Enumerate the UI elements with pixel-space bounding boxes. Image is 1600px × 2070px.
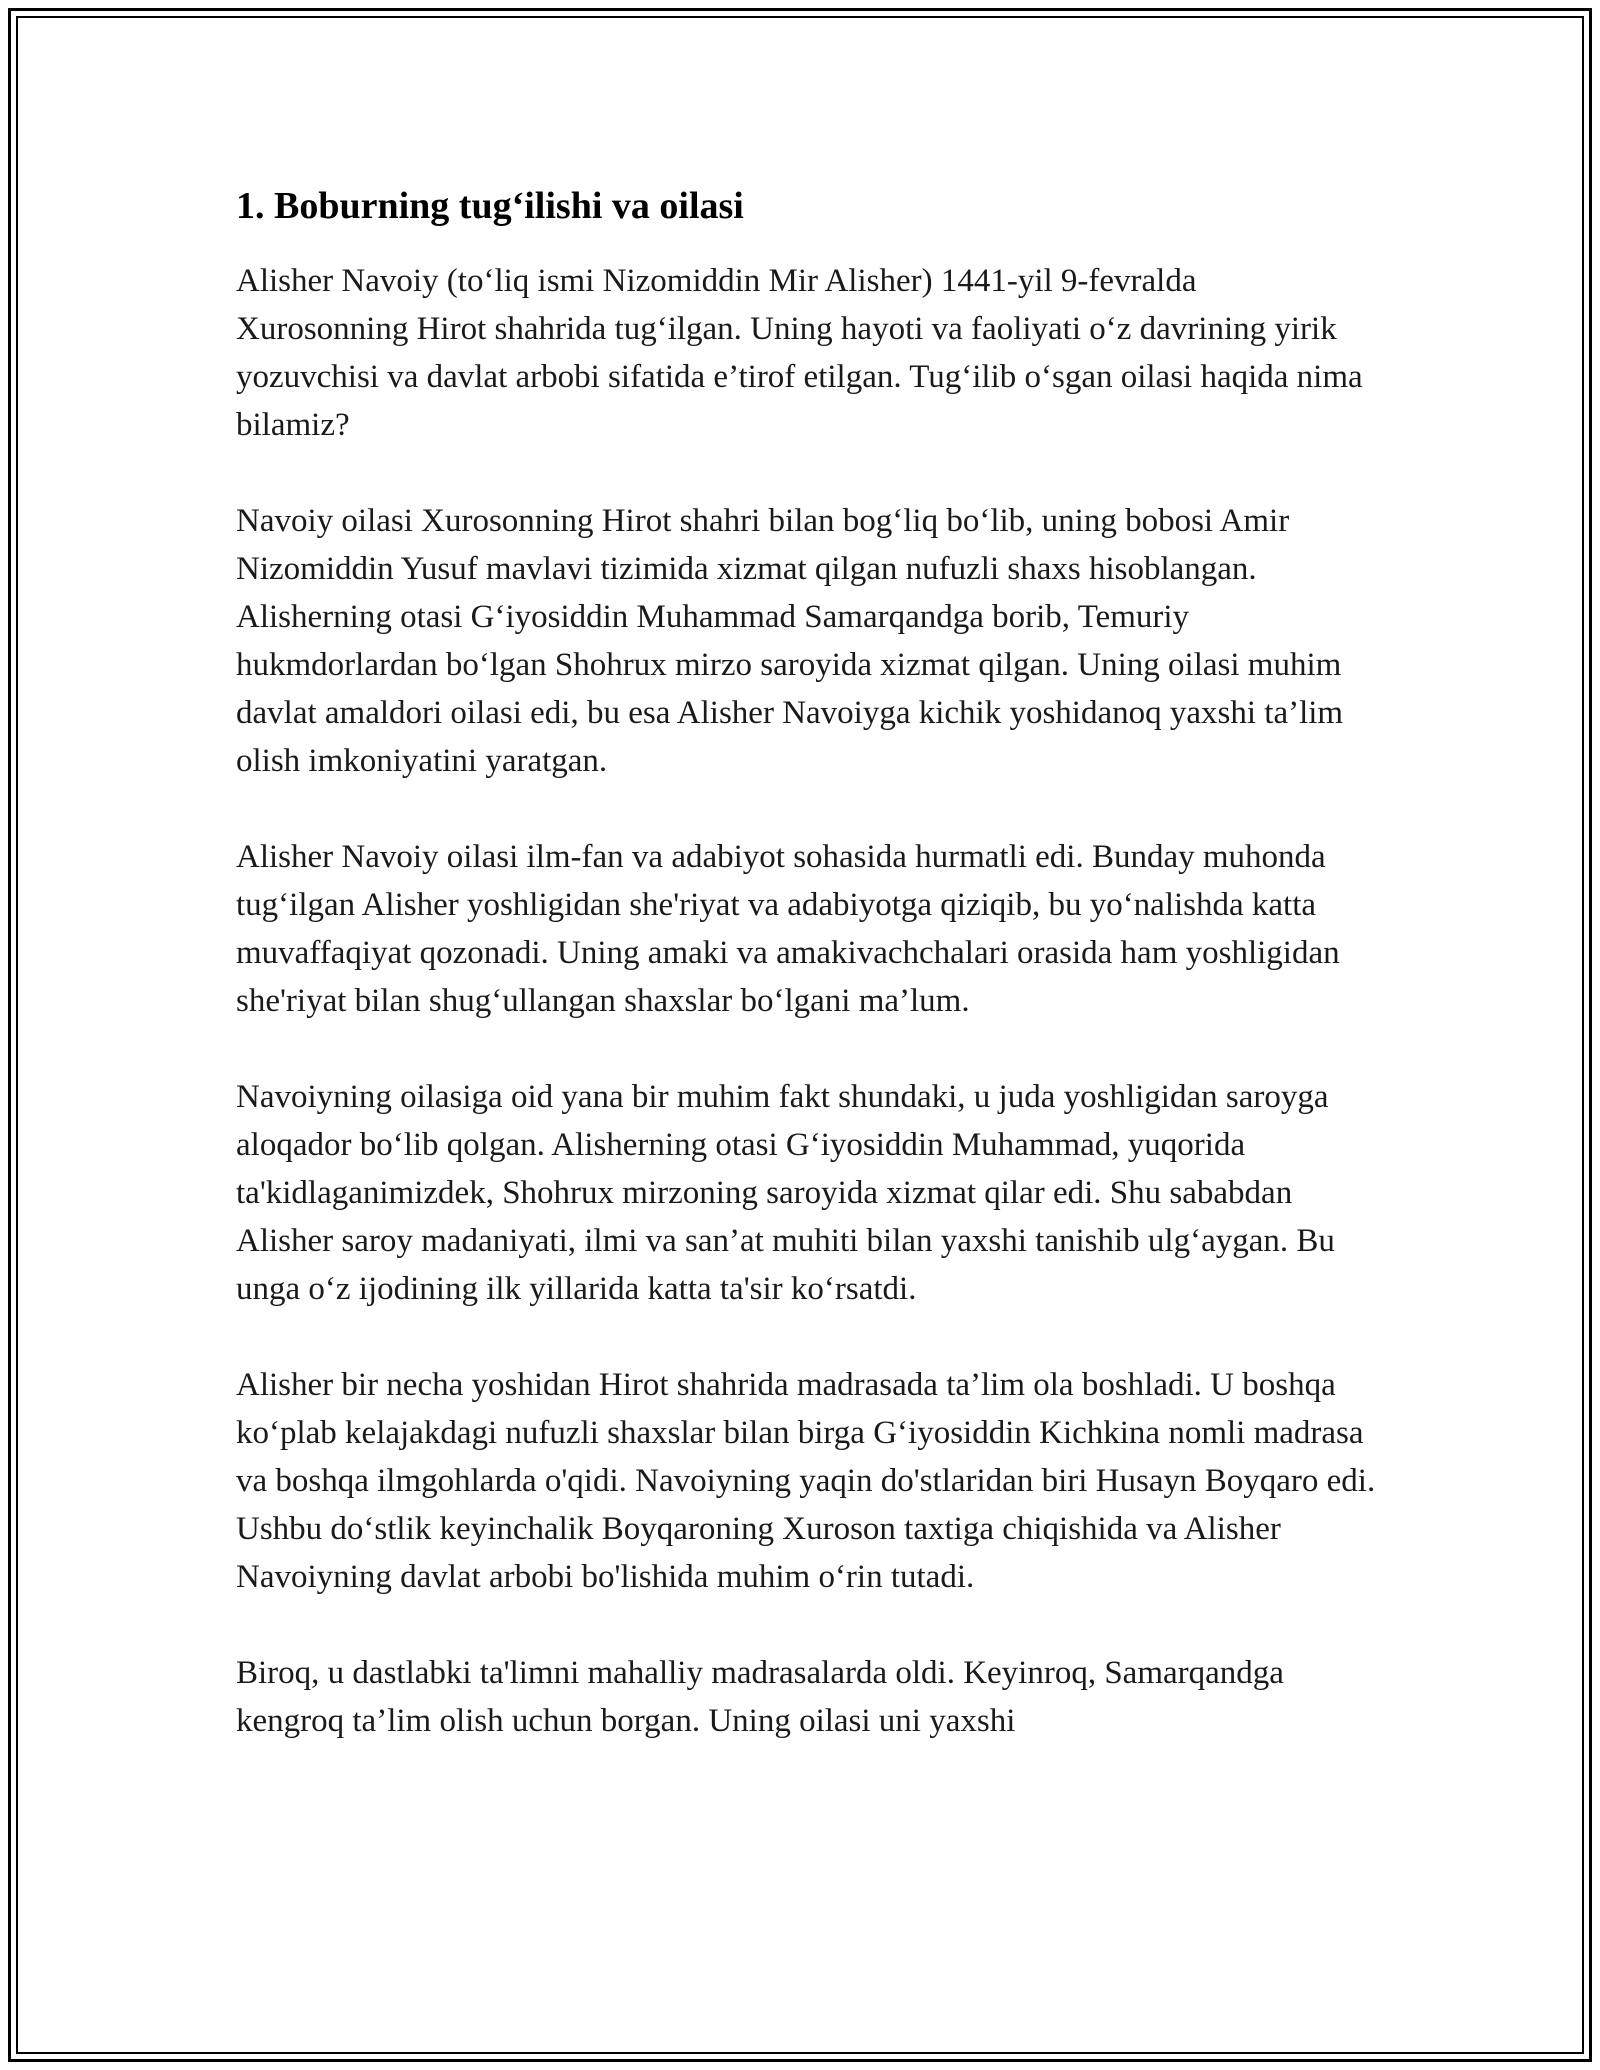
paragraph-4: Navoiyning oilasiga oid yana bir muhim fakt shundaki, u juda yoshligidan saroyga aloqador bo‘lib qolgan. Alisherning otasi G‘iyosiddin Muhammad, yuqorida ta'kidlaganimizdek, Shohrux mirzoning saroyida xizmat qilar edi. Shu sababdan Alisher saroy madaniyati, ilmi va san’at muhiti bilan yaxshi tanishib ulg‘aygan. Bu unga o‘z ijodining ilk yillarida katta ta'sir ko‘rsatdi. [236,1079,1335,1308]
section-heading: 1. Boburning tug‘ilishi va oilasi [236,185,744,227]
document-body [236,182,1376,1793]
paragraph-1: Alisher Navoiy (to‘liq ismi Nizomiddin Mir Alisher) 1441-yil 9-fevralda Xurosonning Hirot shahrida tug‘ilgan. Uning hayoti va faoliyati o‘z davrining yirik yozuvchisi va davlat arbobi sifatida e’tirof etilgan. Tug‘ilib o‘sgan oilasi haqida nima bilamiz? [236,263,1363,444]
paragraph-6: Biroq, u dastlabki ta'limni mahalliy madrasalarda oldi. Keyinroq, Samarqandga kengroq ta’lim olish uchun borgan. Uning oilasi uni yaxshi [236,1655,1284,1740]
paragraph-2: Navoiy oilasi Xurosonning Hirot shahri bilan bog‘liq bo‘lib, uning bobosi Amir Nizomiddin Yusuf mavlavi tizimida xizmat qilgan nufuzli shaxs hisoblangan. Alisherning otasi G‘iyosiddin Muhammad Samarqandga borib, Temuriy hukmdorlardan bo‘lgan Shohrux mirzo saroyida xizmat qilgan. Uning oilasi muhim davlat amaldori oilasi edi, bu esa Alisher Navoiyga kichik yoshidanoq yaxshi ta’lim olish imkoniyatini yaratgan. [236,503,1344,780]
paragraph-3: Alisher Navoiy oilasi ilm-fan va adabiyot sohasida hurmatli edi. Bunday muhonda tug‘ilgan Alisher yoshligidan she'riyat va adabiyotga qiziqib, bu yo‘nalishda katta muvaffaqiyat qozonadi. Uning amaki va amakivachchalari orasida ham yoshligidan she'riyat bilan shug‘ullangan shaxslar bo‘lgani ma’lum. [236,839,1340,1020]
paragraph-5: Alisher bir necha yoshidan Hirot shahrida madrasada ta’lim ola boshladi. U boshqa ko‘plab kelajakdagi nufuzli shaxslar bilan birga G‘iyosiddin Kichkina nomli madrasa va boshqa ilmgohlarda o'qidi. Navoiyning yaqin do'stlaridan biri Husayn Boyqaro edi. Ushbu do‘stlik keyinchalik Boyqaroning Xuroson taxtiga chiqishida va Alisher Navoiyning davlat arbobi bo'lishida muhim o‘rin tutadi. [236,1367,1376,1596]
